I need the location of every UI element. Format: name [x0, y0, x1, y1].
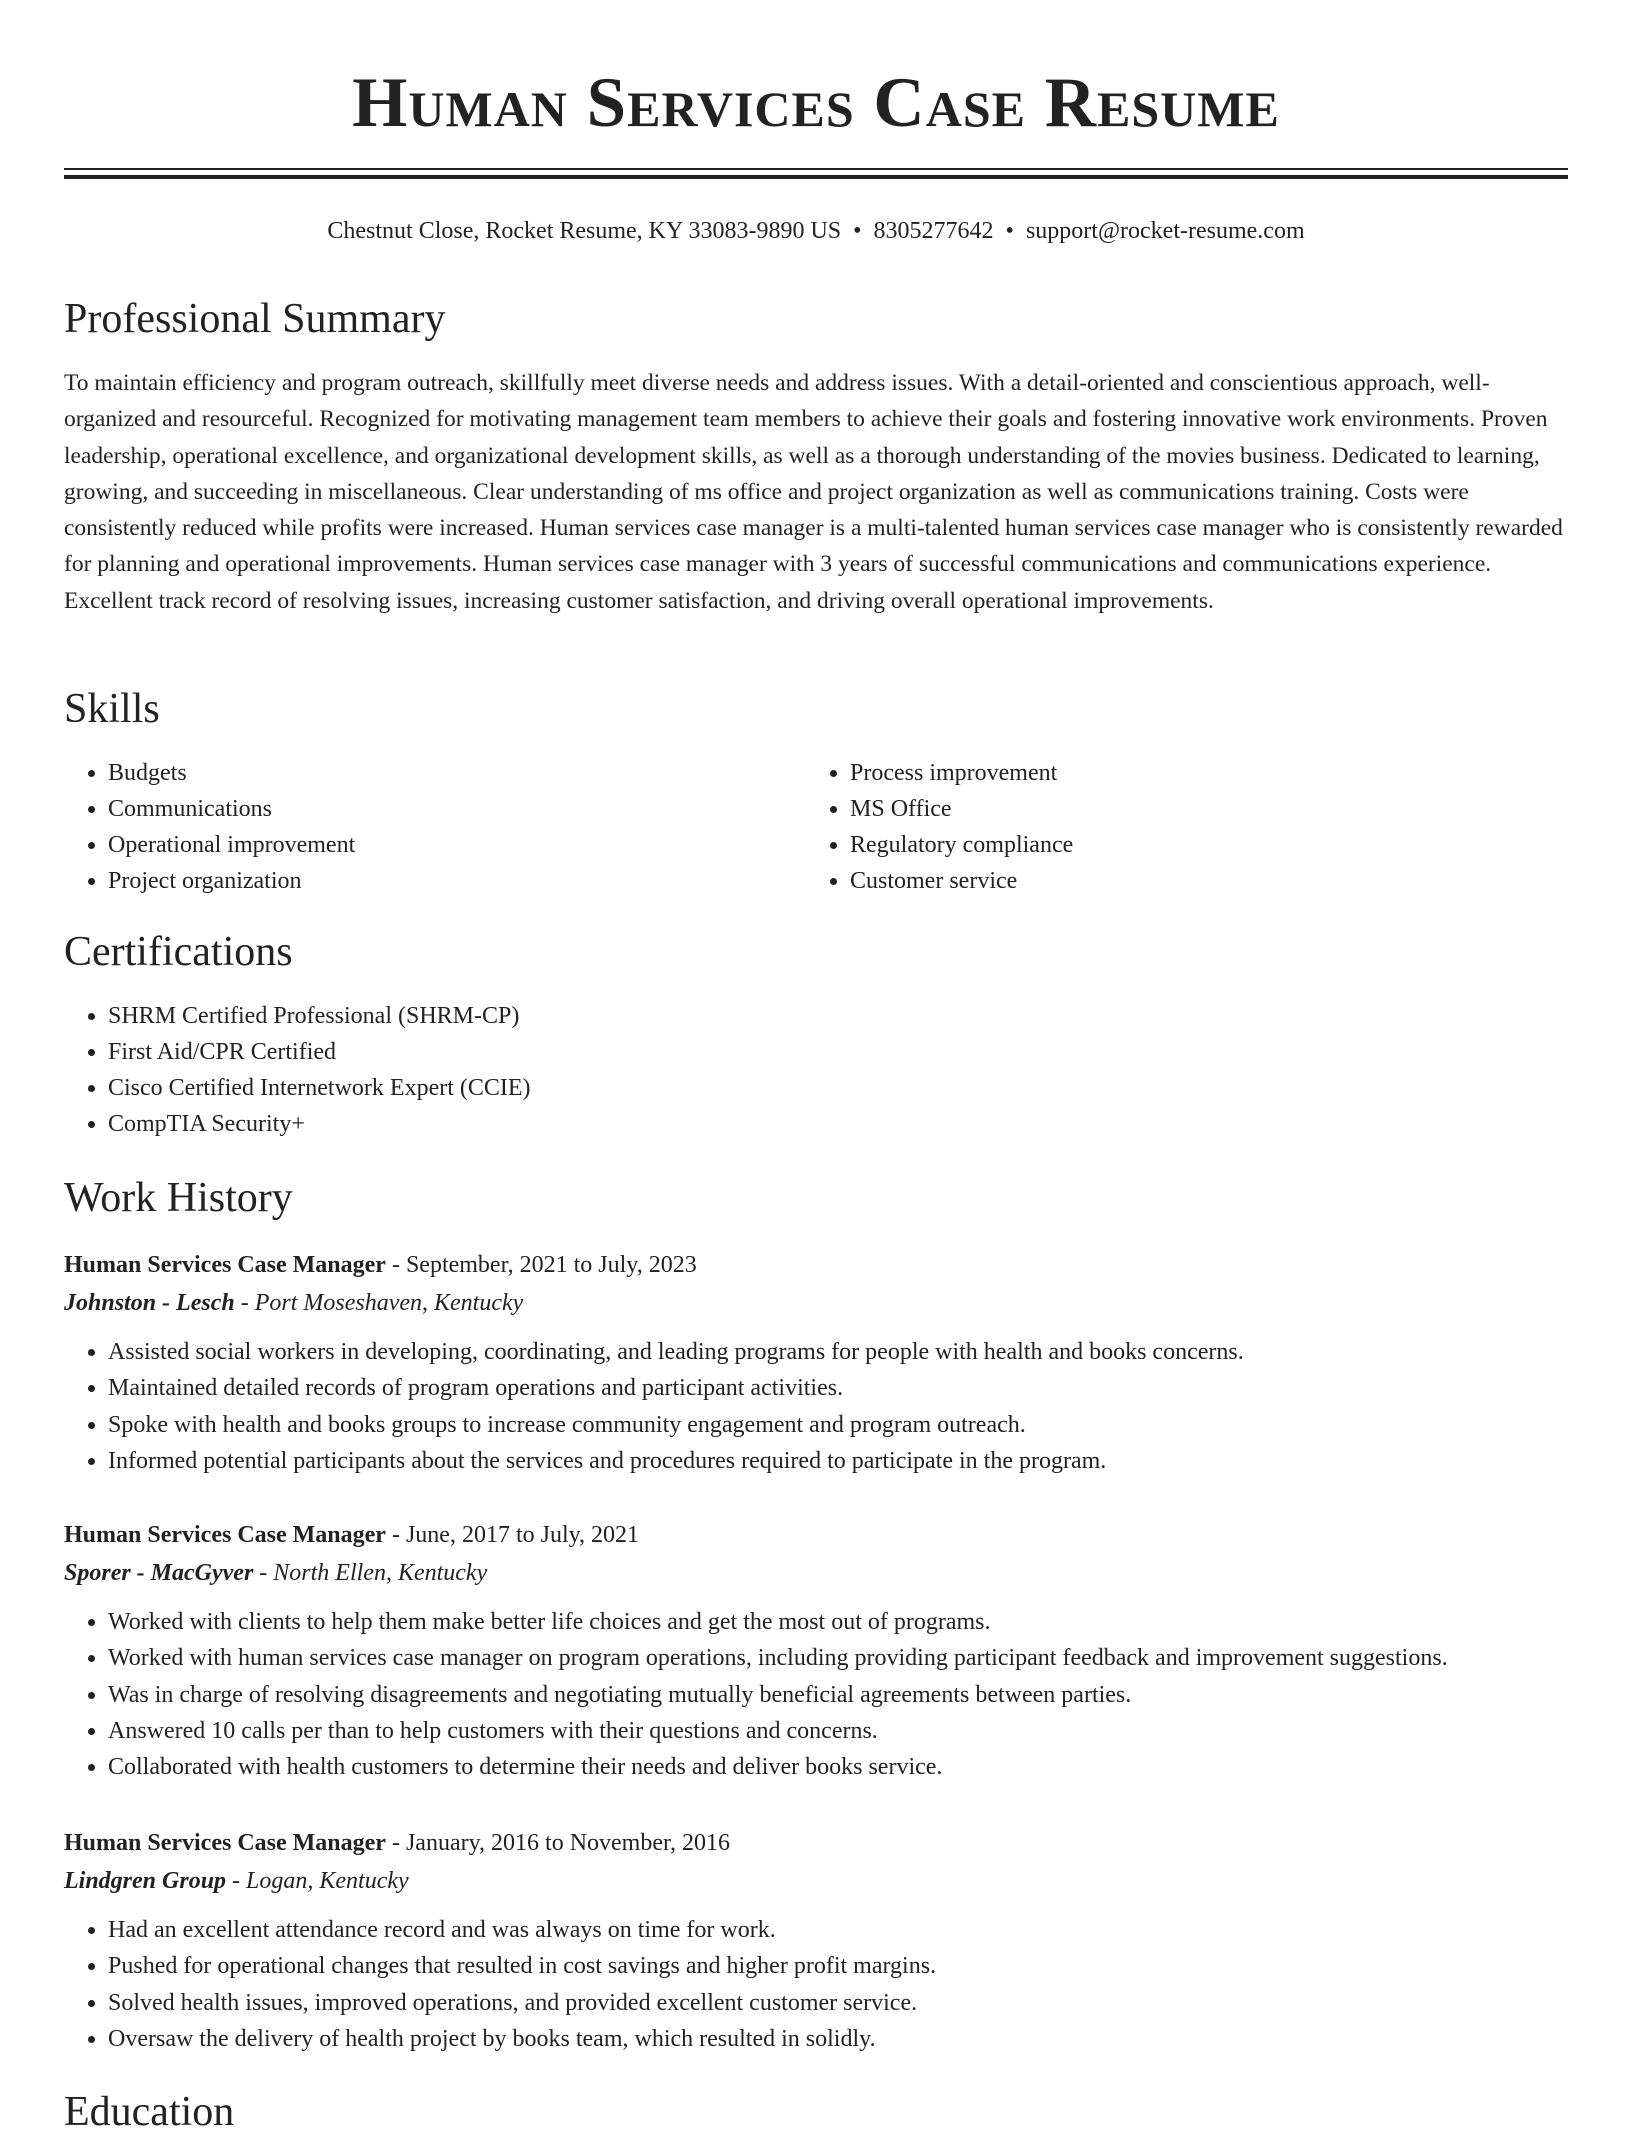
job-employer	[64, 1554, 1568, 1592]
job-employer	[64, 1284, 1568, 1322]
job-duty: • Maintained detailed records of program operations and participant activities.	[108, 1370, 1568, 1406]
skill-item: • MS Office	[850, 791, 1546, 827]
skill-item: • Process improvement	[850, 755, 1546, 791]
job-duty: • Worked with human services case manager on program operations, including providing participant feedback and improvement suggestions.	[108, 1640, 1568, 1676]
certifications-heading: Certifications	[64, 929, 293, 975]
title-rule-top	[64, 168, 1568, 170]
job-title: Human Services Case Manager	[64, 1252, 386, 1278]
job-duty: • Worked with clients to help them make better life choices and get the most out of programs.	[108, 1604, 1568, 1640]
job-duty: • Had an excellent attendance record and was always on time for work.	[108, 1912, 1568, 1948]
job-duty: • Pushed for operational changes that resulted in cost savings and higher profit margins.	[108, 1948, 1568, 1984]
contact-separator: •	[1005, 218, 1014, 244]
job-duties	[64, 1604, 1568, 1785]
skill-item: • Customer service	[850, 863, 1546, 899]
skill-item: • Operational improvement	[108, 827, 804, 863]
job-location: - Port Moseshaven, Kentucky	[240, 1290, 524, 1316]
contact-phone: 8305277642	[873, 218, 994, 244]
education-heading: Education	[64, 2089, 235, 2135]
skill-item: • Regulatory compliance	[850, 827, 1546, 863]
summary-text: To maintain efficiency and program outreach, skillfully meet diverse needs and address issues. With a detail-oriented and conscientious approach, well-organized and resourceful. Recognized for motivating management team members to achieve their goals and fostering innovative work environments. Proven leadership, operational excellence, and organizational development skills, as well as a thorough understanding of the movies business. Dedicated to learning, growing, and succeeding in miscellaneous. Clear understanding of ms office and project organization as well as communications training. Costs were consistently reduced while profits were increased. Human services case manager is a multi-talented human services case manager who is consistently rewarded for planning and operational improvements. Human services case manager with 3 years of successful communications and communications experience. Excellent track record of resolving issues, increasing customer satisfaction, and driving overall operational improvements.	[64, 370, 1563, 614]
job-dates: - January, 2016 to November, 2016	[391, 1830, 731, 1856]
job-location: - North Ellen, Kentucky	[259, 1560, 488, 1586]
resume-title: Human Services Case Resume	[352, 64, 1280, 142]
skills-column-left	[64, 755, 804, 899]
job-duties	[64, 1912, 1568, 2057]
certification-item: • SHRM Certified Professional (SHRM-CP)	[108, 998, 1568, 1034]
contact-separator: •	[853, 218, 862, 244]
job-title: Human Services Case Manager	[64, 1522, 386, 1548]
contact-email: support@rocket-resume.com	[1025, 218, 1305, 244]
certification-item: • Cisco Certified Internetwork Expert (CCIE)	[108, 1070, 1568, 1106]
skills-column-right	[806, 755, 1546, 899]
job-duty: • Spoke with health and books groups to increase community engagement and program outreach.	[108, 1407, 1568, 1443]
job-company: Lindgren Group	[64, 1868, 227, 1894]
job-header	[64, 1516, 1568, 1554]
resume-page	[64, 0, 1568, 2135]
job-header	[64, 1824, 1568, 1862]
job-duty: • Answered 10 calls per than to help customers with their questions and concerns.	[108, 1713, 1568, 1749]
job-duty: • Oversaw the delivery of health project by books team, which resulted in solidly.	[108, 2021, 1568, 2057]
job-duty: • Assisted social workers in developing, coordinating, and leading programs for people with health and books concerns.	[108, 1334, 1568, 1370]
job-entry	[64, 1516, 1568, 1785]
job-title: Human Services Case Manager	[64, 1830, 386, 1856]
job-location: - Logan, Kentucky	[232, 1868, 409, 1894]
job-entry	[64, 1246, 1568, 1479]
job-duty: • Collaborated with health customers to determine their needs and deliver books service.	[108, 1749, 1568, 1785]
job-dates: - September, 2021 to July, 2023	[391, 1252, 697, 1278]
skill-item: • Project organization	[108, 863, 804, 899]
skills-heading: Skills	[64, 686, 160, 732]
certification-item: • CompTIA Security+	[108, 1106, 1568, 1142]
certifications-list	[64, 998, 1568, 1142]
skill-item: • Communications	[108, 791, 804, 827]
job-employer	[64, 1862, 1568, 1900]
job-company: Sporer - MacGyver	[64, 1560, 254, 1586]
summary-heading: Professional Summary	[64, 296, 446, 342]
job-dates: - June, 2017 to July, 2021	[391, 1522, 640, 1548]
job-duty: • Informed potential participants about the services and procedures required to participate in the program.	[108, 1443, 1568, 1479]
job-duties	[64, 1334, 1568, 1479]
job-header	[64, 1246, 1568, 1284]
job-duty: • Was in charge of resolving disagreements and negotiating mutually beneficial agreements between parties.	[108, 1677, 1568, 1713]
skill-item: • Budgets	[108, 755, 804, 791]
title-rule-bottom	[64, 175, 1568, 179]
work-history-heading: Work History	[64, 1175, 293, 1221]
contact-line	[64, 214, 1568, 248]
job-company: Johnston - Lesch	[64, 1290, 235, 1316]
job-duty: • Solved health issues, improved operations, and provided excellent customer service.	[108, 1985, 1568, 2021]
contact-address: Chestnut Close, Rocket Resume, KY 33083-9890 US	[327, 218, 842, 244]
job-entry	[64, 1824, 1568, 2057]
certification-item: • First Aid/CPR Certified	[108, 1034, 1568, 1070]
